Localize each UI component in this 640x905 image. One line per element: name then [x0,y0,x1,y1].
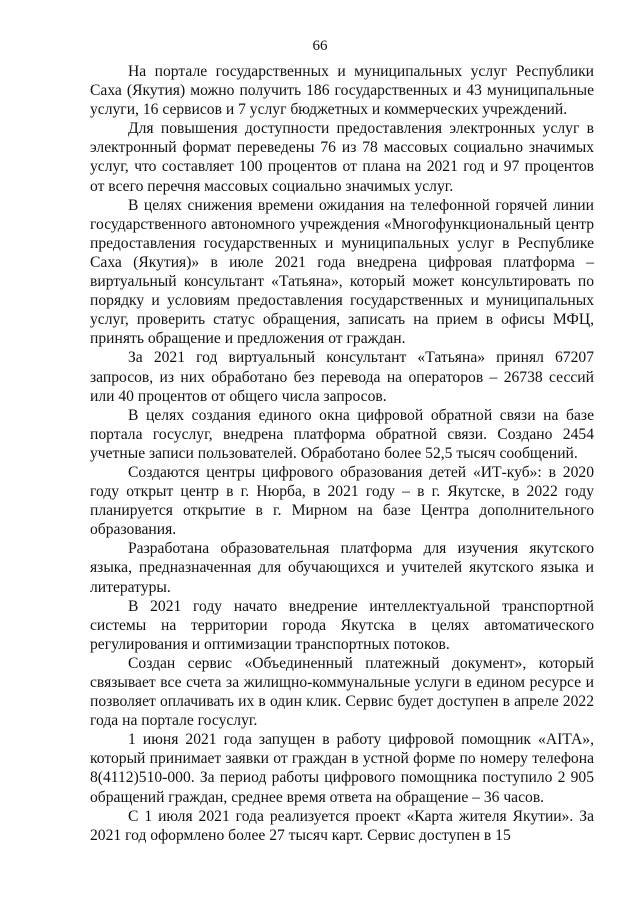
paragraph-feedback-platform: В целях создания единого окна цифровой обратной связи на базе портала госуслуг, внедрена платформа обратной связи. Создано 2454 учетные записи пользователей. Обработано более 52,5 тысяч сообщений. [90,406,594,462]
document-body [90,62,594,845]
page-number: 66 [312,38,328,54]
paragraph-hotline-tatiana: В целях снижения времени ожидания на телефонной горячей линии государственного автономного учреждения «Многофункциональный центр предоставления государственных и муниципальных услуг в Республике Саха (Якутия)» в июле 2021 года внедрена цифровая платформа – виртуальный консультант «Татьяна», который может консультировать по порядку и условиям предоставления государственных и муниципальных услуг, проверить статус обращения, записать на прием в офисы МФЦ, принять обращение и предложения от граждан. [90,196,594,348]
paragraph-portal-services: На портале государственных и муниципальных услуг Республики Саха (Якутия) можно получить 186 государственных и 43 муниципальные услуги, 16 сервисов и 7 услуг бюджетных и коммерческих учреждений. [90,63,594,119]
paragraph-transport-system: В 2021 году начато внедрение интеллектуальной транспортной системы на территории города Якутска в целях автоматического регулирования и оптимизации транспортных потоков. [90,597,594,653]
paragraph-it-cube: Создаются центры цифрового образования детей «ИТ-куб»: в 2020 году открыт центр в г. Нюрба, в 2021 году – в г. Якутске, в 2022 году планируется открытие в г. Мирном на базе Центра дополнительного образования. [90,463,594,539]
paragraph-tatiana-requests: За 2021 год виртуальный консультант «Татьяна» принял 67207 запросов, из них обработано без перевода на операторов – 26738 сессий или 40 процентов от общего числа запросов. [90,349,594,405]
paragraph-resident-card: С 1 июля 2021 года реализуется проект «Карта жителя Якутии». За 2021 год оформлено более 27 тысяч карт. Сервис доступен в 15 [90,807,594,844]
paragraph-yakut-language-platform: Разработана образовательная платформа для изучения якутского языка, предназначенная для обучающихся и учителей якутского языка и литературы. [90,540,594,596]
paragraph-electronic-services: Для повышения доступности предоставления электронных услуг в электронный формат переведены 76 из 78 массовых социально значимых услуг, что составляет 100 процентов от плана на 2021 год и 97 процентов от всего перечня массовых социально значимых услуг. [90,120,594,195]
paragraph-payment-document: Создан сервис «Объединенный платежный документ», который связывает все счета за жилищно-коммунальные услуги в едином ресурсе и позволяет оплачивать их в один клик. Сервис будет доступен в апреле 2022 года на портале госуслуг. [90,654,594,730]
paragraph-aita-assistant: 1 июня 2021 года запущен в работу цифровой помощник «АІТА», который принимает заявки от граждан в устной форме по номеру телефона 8(4112)510-000. За период работы цифрового помощника поступило 2 905 обращений граждан, среднее время ответа на обращение – 36 часов. [90,731,594,806]
